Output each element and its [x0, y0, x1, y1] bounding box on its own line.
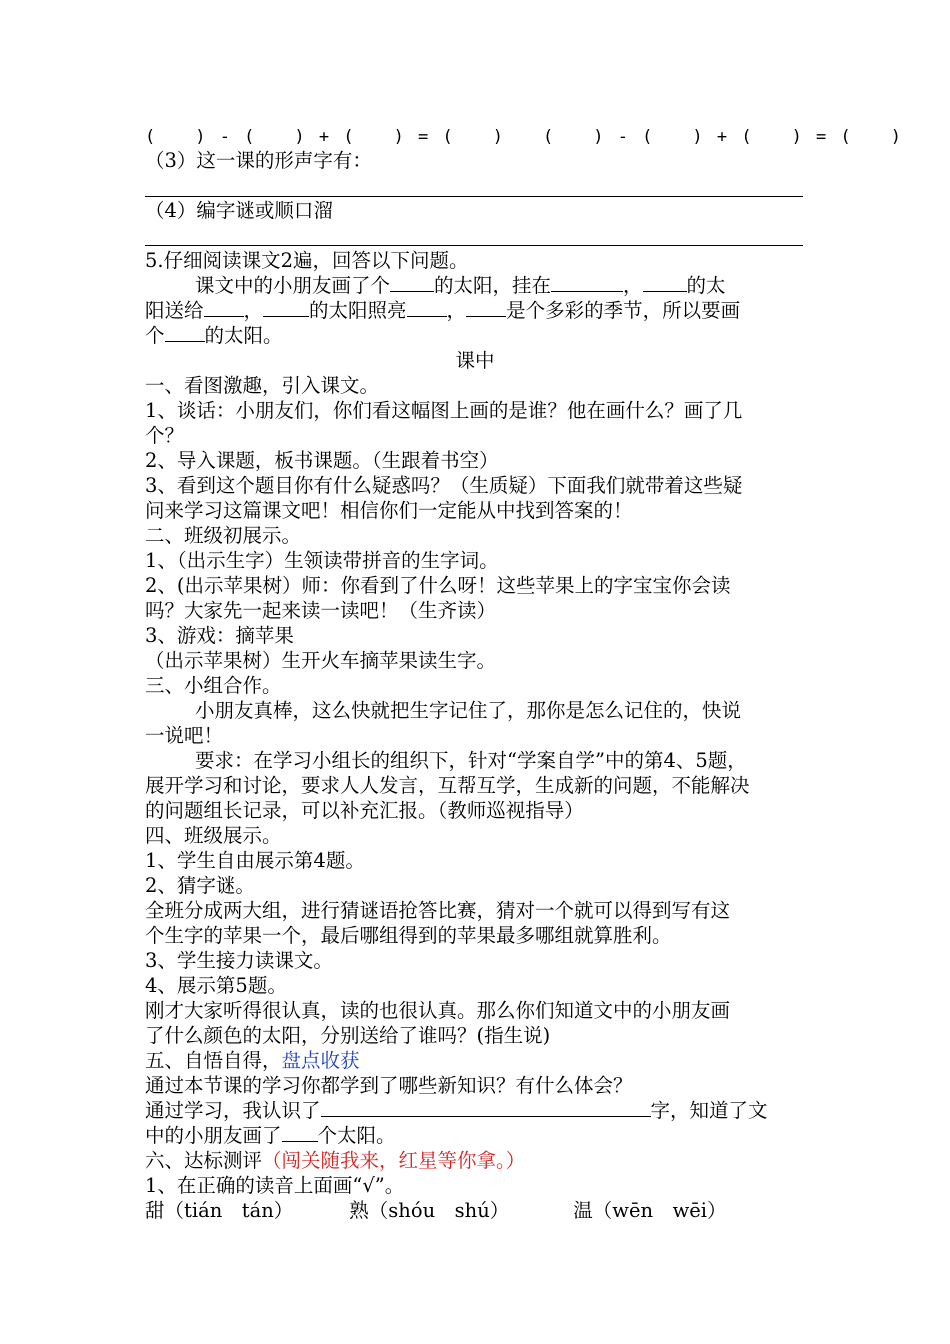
s6-item-1: 1、在正确的读音上面画“√”。 — [145, 1174, 405, 1197]
fill-blank — [263, 298, 309, 317]
fill-blank — [282, 1123, 318, 1142]
q4-label: （4）编字谜或顺口溜 — [145, 199, 333, 222]
s5-fill-line-2 — [145, 1123, 396, 1149]
s4-item-3: 3、学生接力读课文。 — [145, 949, 333, 972]
s3-paragraph-1: 小朋友真棒，这么快就把生字记住了，那你是怎么记住的，快说 — [195, 699, 742, 722]
text: 中的小朋友画了 — [145, 1124, 282, 1147]
s5-question: 通过本节课的学习你都学到了哪些新知识？有什么体会？ — [145, 1074, 633, 1097]
s4-item-4-cont: 了什么颜色的太阳，分别送给了谁吗？(指生说) — [145, 1024, 551, 1047]
fill-blank — [321, 1098, 651, 1117]
text: ， — [623, 274, 643, 297]
s4-item-2-cont: 个生字的苹果一个，最后哪组得到的苹果最多哪组就算胜利。 — [145, 924, 672, 947]
s2-title: 二、班级初展示。 — [145, 524, 302, 547]
s4-item-1: 1、学生自由展示第4题。 — [145, 849, 365, 872]
s2-item-3: 3、游戏：摘苹果 — [145, 624, 294, 647]
s1-item-2: 2、导入课题，板书课题。（生跟着书空） — [145, 449, 499, 472]
fill-blank — [466, 298, 506, 317]
text: 个 — [145, 324, 165, 347]
q5-title: 5.仔细阅读课文2遍，回答以下问题。 — [145, 249, 469, 272]
text: 通过学习，我认识了 — [145, 1099, 321, 1122]
s6-title-highlight: （闯关随我来，红星等你拿。） — [262, 1149, 526, 1172]
pinyin-option-1: 甜（tián tán） — [145, 1199, 294, 1222]
q5-paragraph-line-3 — [145, 323, 283, 349]
text: 课文中的小朋友画了个 — [195, 274, 391, 297]
text: 的太阳照亮 — [309, 299, 407, 322]
s6-title — [145, 1148, 525, 1174]
s4-item-2-text: 全班分成两大组，进行猜谜语抢答比赛，猜对一个就可以得到写有这 — [145, 899, 731, 922]
text: 是个多彩的季节，所以要画 — [506, 299, 741, 322]
expression-line: ( ) - ( ) + ( ) = ( ) ( ) - ( ) + ( ) = ( ) — [145, 127, 903, 147]
s3-paragraph-2: 要求：在学习小组长的组织下，针对“学案自学”中的第4、5题， — [195, 749, 747, 772]
q5-paragraph-line-1 — [145, 273, 726, 299]
text: 字，知道了文 — [650, 1099, 768, 1122]
s4-item-4: 4、展示第5题。 — [145, 974, 287, 997]
s1-item-3: 3、看到这个题目你有什么疑惑吗？（生质疑）下面我们就带着这些疑 — [145, 474, 743, 497]
text: 个太阳。 — [317, 1124, 396, 1147]
fill-blank — [407, 298, 447, 317]
s5-title-text: 五、自悟自得， — [145, 1049, 282, 1072]
text: 的太 — [686, 274, 726, 297]
s3-title: 三、小组合作。 — [145, 674, 282, 697]
q5-paragraph-line-2 — [145, 298, 740, 324]
s1-item-1: 1、谈话：小朋友们，你们看这幅图上画的是谁？他在画什么？画了几 — [145, 399, 743, 422]
s3-paragraph-2-cont: 展开学习和讨论，要求人人发言，互帮互学，生成新的问题，不能解决 — [145, 774, 750, 797]
s5-title-highlight: 盘点收获 — [281, 1049, 360, 1072]
answer-line-q3 — [145, 196, 803, 197]
s2-item-2: 2、(出示苹果树）师：你看到了什么呀！这些苹果上的字宝宝你会读 — [145, 574, 731, 597]
s1-item-1-cont: 个？ — [145, 424, 185, 447]
fill-blank — [551, 273, 623, 292]
s5-fill-line-1 — [145, 1098, 768, 1124]
text: 的太阳。 — [204, 324, 283, 347]
s2-item-2-cont: 吗？大家先一起来读一读吧！（生齐读） — [145, 599, 497, 622]
s4-item-4-text: 刚才大家听得很认真，读的也很认真。那么你们知道文中的小朋友画 — [145, 999, 731, 1022]
pinyin-row — [145, 1198, 727, 1224]
text: 的太阳，挂在 — [434, 274, 552, 297]
s1-title: 一、看图激趣，引入课文。 — [145, 374, 380, 397]
q3-label: （3）这一课的形声字有： — [145, 149, 372, 172]
pinyin-option-2: 熟（shóu shú） — [349, 1199, 510, 1222]
text: ， — [243, 299, 264, 322]
section-heading: 课中 — [455, 349, 495, 372]
answer-line-q4 — [145, 245, 803, 246]
s2-item-1: 1、（出示生字）生领读带拼音的生字词。 — [145, 549, 499, 572]
s4-title: 四、班级展示。 — [145, 824, 282, 847]
fill-blank — [643, 273, 687, 292]
s3-paragraph-2-end: 的问题组长记录，可以补充汇报。（教师巡视指导） — [145, 799, 584, 822]
text: 阳送给 — [145, 299, 204, 322]
text: ， — [446, 299, 467, 322]
pinyin-option-3: 温（wēn wēi） — [573, 1199, 727, 1222]
fill-blank — [390, 273, 434, 292]
s6-title-text: 六、达标测评 — [145, 1149, 263, 1172]
s3-paragraph-1-cont: 一说吧！ — [145, 724, 224, 747]
s2-item-3-cont: （出示苹果树）生开火车摘苹果读生字。 — [145, 649, 497, 672]
s4-item-2: 2、猜字谜。 — [145, 874, 255, 897]
fill-blank — [165, 323, 205, 342]
fill-blank — [204, 298, 244, 317]
s5-title — [145, 1048, 360, 1074]
s1-item-3-cont: 问来学习这篇课文吧！相信你们一定能从中找到答案的！ — [145, 499, 633, 522]
